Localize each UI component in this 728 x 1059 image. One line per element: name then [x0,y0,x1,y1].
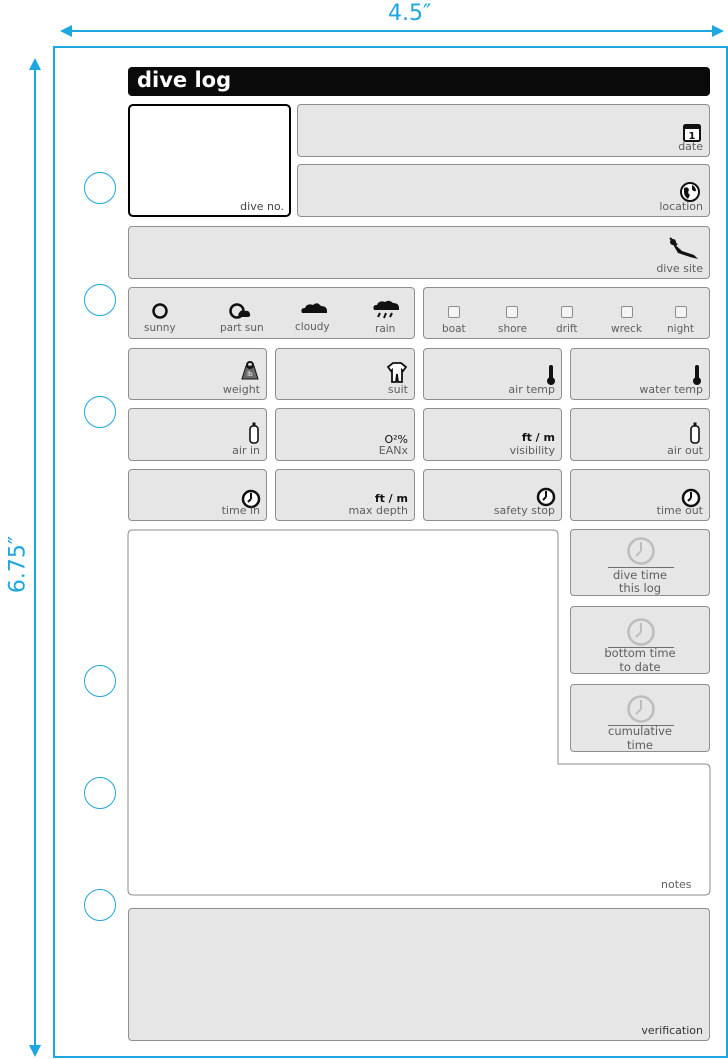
total-label-line2: time [627,738,653,752]
globe-icon [680,182,700,202]
dive-type-label-drift: drift [556,323,578,335]
dive-type-label-boat: boat [442,323,466,335]
dive-site-field[interactable] [128,226,710,279]
cloud-icon[interactable] [299,301,329,315]
time-out-field[interactable] [570,469,710,521]
calendar-icon [683,122,701,142]
boat-checkbox[interactable] [448,306,460,318]
max-depth-label: max depth [348,504,408,517]
max-depth-field[interactable] [275,469,415,521]
binder-hole [84,777,116,809]
dive-type-label-shore: shore [498,323,528,335]
diver-icon [668,237,700,261]
dive-time-this-log-field[interactable] [570,529,710,596]
air-out-label: air out [667,444,703,457]
shore-checkbox[interactable] [506,306,518,318]
air-out-field[interactable] [570,408,710,461]
visibility-label: visibility [509,444,555,457]
binder-hole [84,665,116,697]
eanx-field[interactable] [275,408,415,461]
date-label: date [678,140,703,153]
air-temp-label: air temp [508,383,555,396]
wreck-checkbox[interactable] [621,306,633,318]
binder-hole [84,889,116,921]
air-in-field[interactable] [128,408,267,461]
clock-icon [626,617,656,647]
binder-hole [84,396,116,428]
height-label: 6.75″ [5,535,31,594]
weight-field[interactable] [128,348,267,400]
sun-icon[interactable] [151,302,169,320]
location-label: location [659,200,703,213]
max-depth-unit: ft / m [374,492,408,505]
clock-icon [626,536,656,566]
eanx-unit: O²% [384,433,408,446]
weight-icon [240,360,260,380]
water-temp-field[interactable] [570,348,710,400]
svg-text:lb: lb [247,371,253,378]
time-in-field[interactable] [128,469,267,521]
total-label-line2: this log [618,581,662,595]
dive-type-section [423,287,710,339]
total-label-line1: dive time [612,568,667,582]
weather-section [128,287,415,339]
drift-checkbox[interactable] [561,306,573,318]
svg-text:1: 1 [688,131,696,142]
dive-type-label-wreck: wreck [611,323,642,335]
date-field[interactable] [297,104,710,157]
header-bar [128,67,710,96]
weather-label-part-sun: part sun [220,322,264,334]
total-label-line1: bottom time [604,646,676,660]
verification-label: verification [641,1024,703,1037]
air-temp-field[interactable] [423,348,562,400]
safety-stop-label: safety stop [493,504,555,517]
clock-icon [626,694,656,724]
eanx-label: EANx [378,444,408,457]
time-in-label: time in [221,504,260,517]
dive-number-label: dive no. [240,200,284,213]
weather-label-sunny: sunny [144,322,176,334]
suit-field[interactable] [275,348,415,400]
dive-type-label-night: night [667,323,695,335]
weight-label: weight [222,383,260,396]
tank-icon [249,422,259,444]
tank-icon [690,422,700,444]
time-out-label: time out [656,504,703,517]
air-in-label: air in [232,444,260,457]
weather-label-cloudy: cloudy [295,321,330,333]
total-label-line2: to date [619,660,661,674]
page-title: dive log [137,68,232,92]
night-checkbox[interactable] [675,306,687,318]
total-label-line1: cumulative [608,724,672,738]
part-sun-icon[interactable] [229,301,253,321]
visibility-unit: ft / m [521,431,555,444]
visibility-field[interactable] [423,408,562,461]
rain-icon[interactable] [371,300,401,320]
width-label: 4.5″ [388,1,432,26]
dive-site-label: dive site [656,262,703,275]
water-temp-label: water temp [639,383,703,396]
cumulative-time-field[interactable] [570,684,710,752]
bottom-time-to-date-field[interactable] [570,606,710,674]
suit-label: suit [387,383,408,396]
dive-number-field[interactable] [128,104,291,217]
safety-stop-field[interactable] [423,469,562,521]
binder-hole [84,284,116,316]
notes-label: notes [661,878,692,891]
verification-field[interactable] [128,908,710,1041]
suit-icon [387,362,407,384]
binder-hole [84,172,116,204]
weather-label-rain: rain [375,323,396,335]
location-field[interactable] [297,164,710,217]
